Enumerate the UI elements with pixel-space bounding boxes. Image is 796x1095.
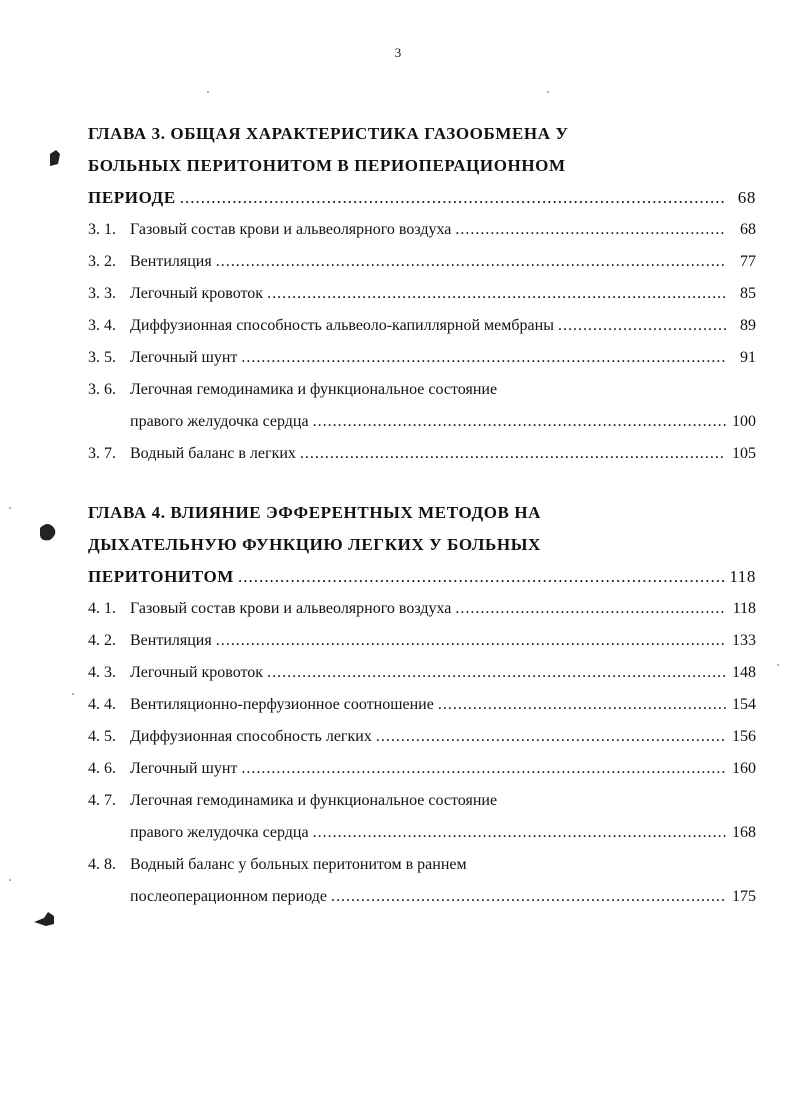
scan-speck [777,664,779,666]
section-title-continuation: правого желудочка сердца [130,824,309,841]
chapter-heading-line: ДЫХАТЕЛЬНУЮ ФУНКЦИЮ ЛЕГКИХ У БОЛЬНЫХ [88,535,541,554]
section-page-number: 89 [740,317,756,334]
section-title: Легочный шунт [130,760,238,777]
section-page-number: 154 [732,696,756,713]
section-page-number: 91 [740,349,756,366]
section-number: 3. 3. [88,285,116,302]
section-title: Вентиляция [130,253,212,270]
section-number: 4. 8. [88,856,116,873]
section-title: Легочный кровоток [130,285,264,302]
punch-hole-mark [40,524,55,540]
chapter-heading-line: ГЛАВА 3. ОБЩАЯ ХАРАКТЕРИСТИКА ГАЗООБМЕНА У [88,124,569,143]
section-number: 4. 3. [88,664,116,681]
section-title-continuation: послеоперационном периоде [130,888,327,905]
page-number: 3 [394,45,402,60]
chapter-heading-text: ПЕРИОДЕ [88,188,176,207]
section-page-number: 156 [732,728,756,745]
section-page-number: 175 [732,888,756,905]
punch-hole-mark [34,912,54,926]
chapter-heading-text: ПЕРИТОНИТОМ [88,567,234,586]
section-title: Легочная гемодинамика и функциональное состояние [130,381,498,398]
section-number: 4. 1. [88,600,116,617]
scan-speck [9,879,11,881]
section-title: Легочная гемодинамика и функциональное состояние [130,792,498,809]
section-number: 3. 5. [88,349,116,366]
chapter-page-number: 68 [737,188,756,207]
section-page-number: 133 [732,632,756,649]
section-number: 4. 7. [88,792,116,809]
section-title: Вентиляция [130,632,212,649]
section-page-number: 148 [732,664,756,681]
section-page-number: 77 [740,253,756,270]
section-number: 3. 4. [88,317,116,334]
section-number: 3. 6. [88,381,116,398]
section-title: Водный баланс в легких [130,445,296,462]
section-title: Газовый состав крови и альвеолярного воздуха [130,600,452,617]
chapter-heading-line: ГЛАВА 4. ВЛИЯНИЕ ЭФФЕРЕНТНЫХ МЕТОДОВ НА [88,503,542,522]
section-title: Водный баланс у больных перитонитом в раннем [130,856,467,873]
scan-speck [72,693,74,695]
section-number: 3. 1. [88,221,116,238]
section-page-number: 105 [732,445,756,462]
section-title-continuation: правого желудочка сердца [130,413,309,430]
scan-speck [547,91,549,93]
chapter-page-number: 118 [729,567,756,586]
section-title: Вентиляционно-перфузионное соотношение [130,696,434,713]
section-number: 3. 7. [88,445,116,462]
section-page-number: 85 [740,285,756,302]
section-page-number: 168 [732,824,756,841]
section-page-number: 160 [732,760,756,777]
section-title: Газовый состав крови и альвеолярного воздуха [130,221,452,238]
section-title: Диффузионная способность легких [130,728,372,745]
punch-hole-mark [50,150,60,166]
section-number: 3. 2. [88,253,116,270]
scan-speck [207,91,209,93]
section-title: Диффузионная способность альвеоло-капиллярной мембраны [130,317,554,334]
section-title: Легочный кровоток [130,664,264,681]
chapter-heading-line: БОЛЬНЫХ ПЕРИТОНИТОМ В ПЕРИОПЕРАЦИОННОМ [88,156,566,175]
section-number: 4. 5. [88,728,116,745]
section-number: 4. 4. [88,696,116,713]
scan-speck [9,507,11,509]
section-page-number: 118 [732,600,756,617]
section-title: Легочный шунт [130,349,238,366]
section-page-number: 68 [740,221,756,238]
section-page-number: 100 [732,413,756,430]
section-number: 4. 6. [88,760,116,777]
section-number: 4. 2. [88,632,116,649]
